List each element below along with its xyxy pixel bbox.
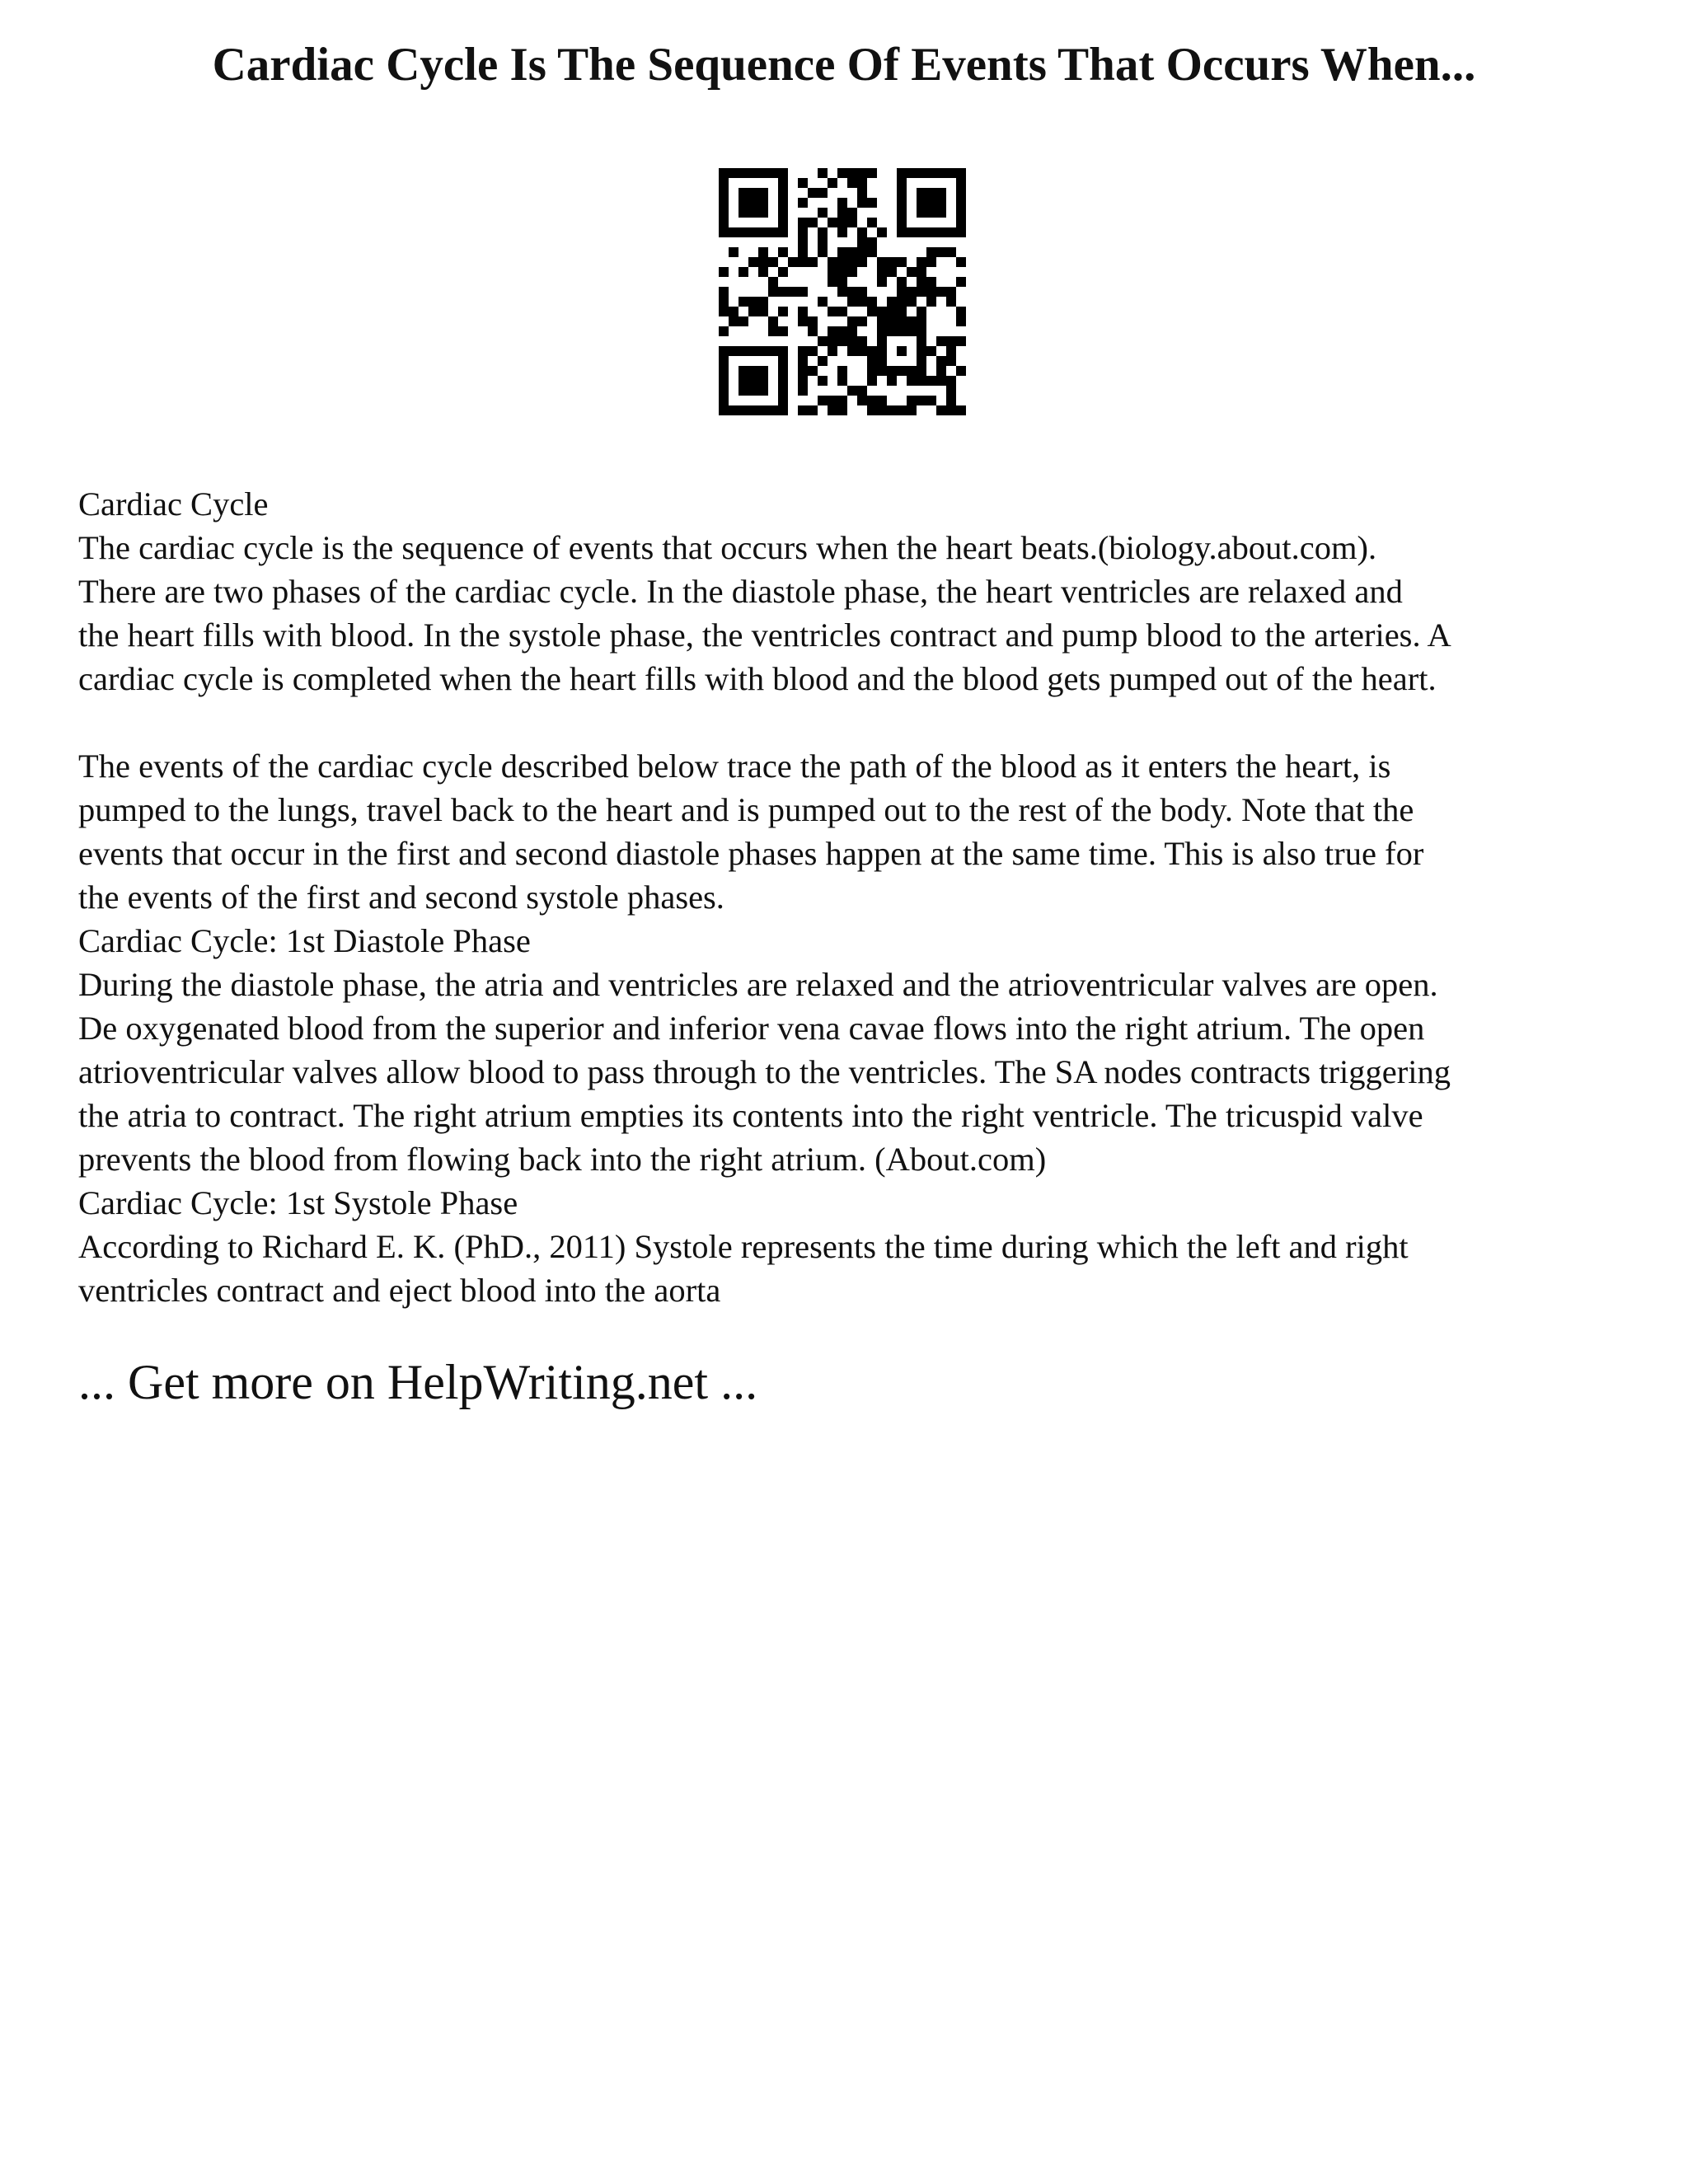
paragraph-line: pumped to the lungs, travel back to the heart and is pumped out to the rest of the body. Note that the <box>78 791 1414 828</box>
paragraph-line: cardiac cycle is completed when the heart fills with blood and the blood gets pumped out of the heart. <box>78 660 1437 697</box>
paragraph-line: the events of the first and second systole phases. <box>78 879 724 916</box>
paragraph-line: According to Richard E. K. (PhD., 2011) Systole represents the time during which the left and right <box>78 1228 1409 1265</box>
get-more-link[interactable]: ... Get more on HelpWriting.net ... <box>78 1355 758 1409</box>
qr-code-icon <box>719 168 966 415</box>
section-heading-diastole: Cardiac Cycle: 1st Diastole Phase <box>78 922 531 959</box>
paragraph-line: the atria to contract. The right atrium empties its contents into the right ventricle. The tricuspid valve <box>78 1097 1423 1134</box>
paragraph-gap <box>78 701 1653 744</box>
paragraph-line: During the diastole phase, the atria and ventricles are relaxed and the atrioventricular valves are open. <box>78 966 1438 1003</box>
page-title: Cardiac Cycle Is The Sequence Of Events That Occurs When... <box>212 39 1476 91</box>
paragraph-line: The cardiac cycle is the sequence of events that occurs when the heart beats.(biology.about.com). <box>78 529 1377 566</box>
paragraph-line: atrioventricular valves allow blood to pass through to the ventricles. The SA nodes contracts triggering <box>78 1053 1451 1090</box>
paragraph-line: prevents the blood from flowing back into the right atrium. (About.com) <box>78 1141 1047 1178</box>
paragraph-line: events that occur in the first and second diastole phases happen at the same time. This is also true for <box>78 835 1424 872</box>
section-heading-systole: Cardiac Cycle: 1st Systole Phase <box>78 1184 518 1221</box>
document-body <box>78 482 1653 1312</box>
paragraph-line: De oxygenated blood from the superior and inferior vena cavae flows into the right atrium. The open <box>78 1010 1425 1047</box>
paragraph-line: the heart fills with blood. In the systole phase, the ventricles contract and pump blood to the arteries. A <box>78 616 1451 654</box>
paragraph-line: ventricles contract and eject blood into the aorta <box>78 1272 721 1309</box>
section-heading-cardiac-cycle: Cardiac Cycle <box>78 485 269 523</box>
paragraph-line: There are two phases of the cardiac cycle. In the diastole phase, the heart ventricles are relaxed and <box>78 573 1403 610</box>
paragraph-line: The events of the cardiac cycle described below trace the path of the blood as it enters the heart, is <box>78 748 1391 785</box>
